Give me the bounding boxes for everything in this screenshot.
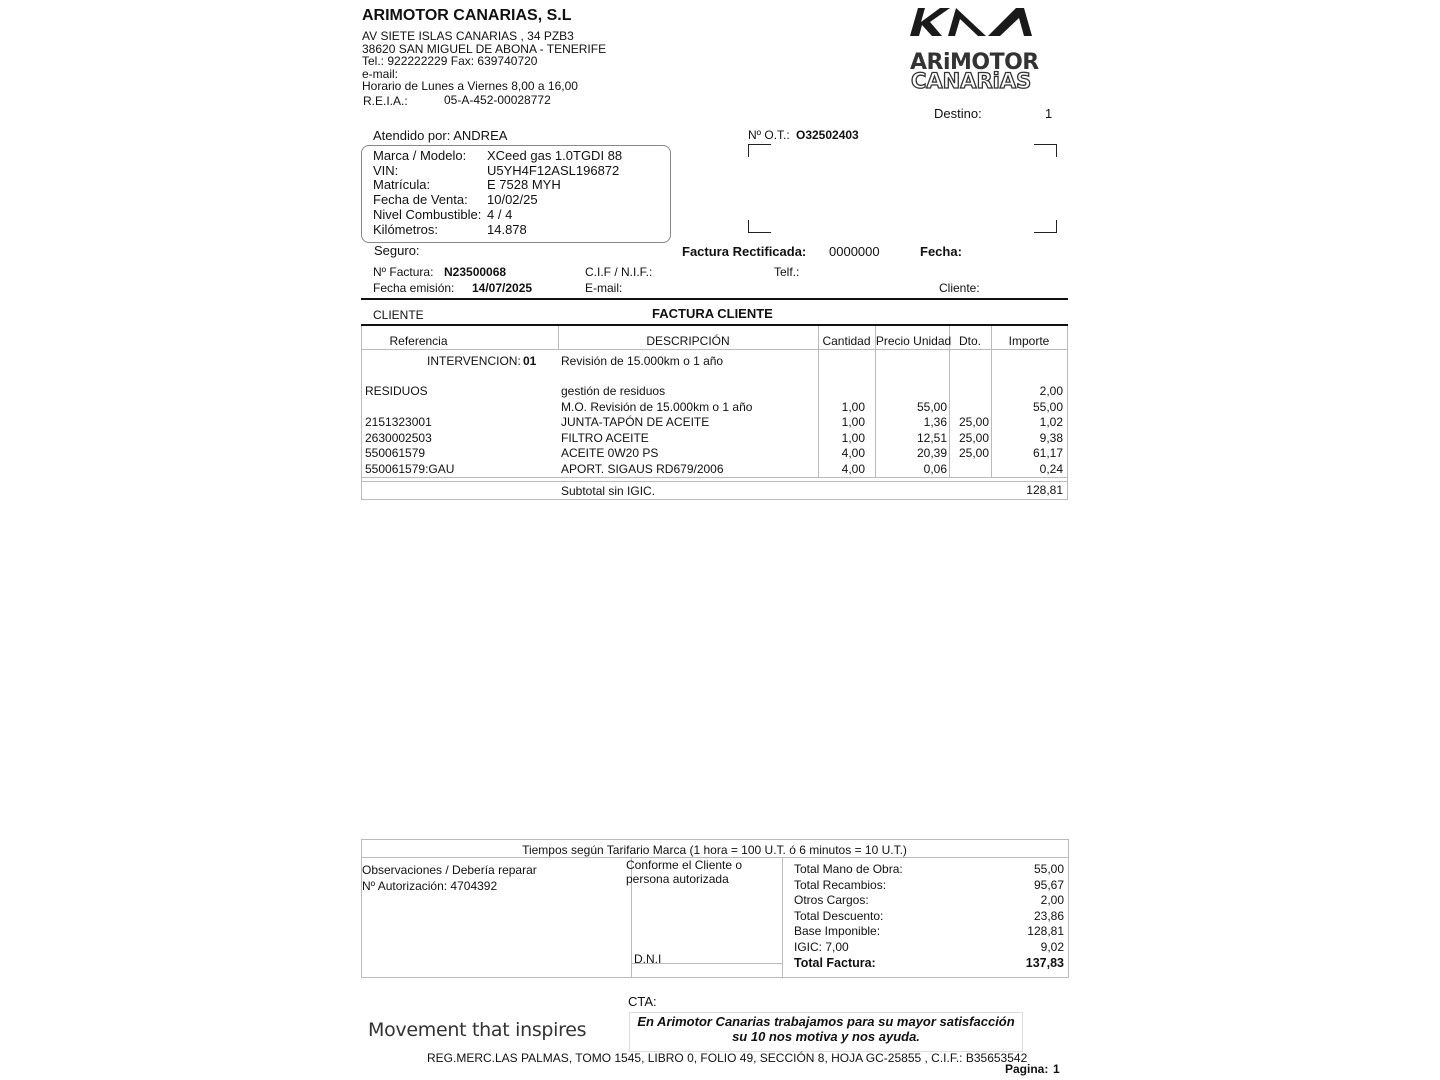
- table-body-bottom: [361, 477, 1068, 478]
- totals-row: [794, 878, 1064, 892]
- email-label: E-mail:: [585, 281, 623, 295]
- observaciones-label: Observaciones / Debería reparar: [362, 863, 537, 877]
- subtotal-top: [361, 481, 1068, 482]
- rectificada-label: Factura Rectificada:: [682, 244, 807, 259]
- col-header-unit-price: Precio Unidad: [875, 334, 952, 348]
- invoice-date-label: Fecha emisión:: [373, 281, 455, 295]
- vehicle-vin: U5YH4F12ASL196872: [487, 162, 620, 178]
- invoice-number: N23500068: [444, 265, 507, 279]
- item-discount: 25,00: [958, 430, 989, 445]
- conforme-line-1: Conforme el Cliente o: [626, 858, 743, 872]
- table-border-left: [361, 326, 362, 500]
- invoice-number-label: Nº Factura:: [373, 265, 434, 279]
- vehicle-label: Kilómetros:: [373, 221, 439, 237]
- window-corner-tr: [1034, 144, 1057, 157]
- item-quantity: 4,00: [841, 446, 865, 460]
- item-reference: RESIDUOS: [365, 384, 428, 398]
- totals-row: [794, 909, 1064, 923]
- vehicle-label: VIN:: [373, 162, 399, 178]
- totals-value: 55,00: [1033, 862, 1064, 876]
- table-col-divider: [818, 326, 819, 477]
- company-email: e-mail:: [362, 67, 399, 81]
- vehicle-labels: [373, 149, 481, 237]
- window-corner-br: [1034, 220, 1057, 233]
- seguro-label: Seguro:: [374, 243, 420, 258]
- item-reference: 550061579:GAU: [365, 461, 455, 476]
- item-unit-price: 20,39: [916, 446, 947, 460]
- table-col-divider: [949, 326, 950, 477]
- totals-value: 128,81: [1027, 924, 1064, 939]
- item-description: gestión de residuos: [561, 384, 666, 398]
- cta-label: CTA:: [628, 994, 657, 1009]
- client-bar-label: CLIENTE: [373, 308, 424, 322]
- item-amount: 0,24: [1039, 461, 1063, 476]
- subtotal-bottom: [361, 499, 1068, 500]
- totals-label: Otros Cargos:: [794, 893, 869, 908]
- invoice-date: 14/07/2025: [472, 281, 533, 295]
- intervention-number: 01: [523, 354, 537, 368]
- item-description: JUNTA-TAPÓN DE ACEITE: [561, 415, 710, 429]
- brand-slogan: Movement that inspires: [368, 1019, 587, 1041]
- totals-label: Total Recambios:: [794, 877, 887, 892]
- intervention-label: INTERVENCION:: [427, 354, 521, 368]
- footer-col-divider: [782, 857, 783, 977]
- col-header-description: DESCRIPCIÓN: [646, 334, 730, 348]
- company-address-1: AV SIETE ISLAS CANARIAS , 34 PZB3: [362, 29, 574, 43]
- totals-value: 95,67: [1033, 877, 1064, 892]
- col-header-quantity: Cantidad: [822, 334, 871, 348]
- subtotal-label: Subtotal sin IGIC.: [561, 484, 656, 498]
- cif-label: C.I.F / N.I.F.:: [585, 265, 653, 279]
- item-unit-price: 12,51: [916, 430, 947, 445]
- totals-row: [794, 893, 1064, 907]
- autorizacion-number: Nº Autorización: 4704392: [362, 879, 498, 893]
- table-col-divider: [991, 326, 992, 477]
- item-quantity: 4,00: [841, 461, 865, 476]
- reia-label: R.E.I.A.:: [363, 94, 408, 108]
- totals-row: [794, 940, 1064, 954]
- item-quantity: 1,00: [841, 399, 865, 414]
- motto-text: En Arimotor Canarias trabajamos para su mayor satisfacción su 10 nos motiva y nos ayuda.: [637, 1014, 1015, 1044]
- totals-label: Total Mano de Obra:: [794, 862, 903, 876]
- page-label: Pagina:: [1005, 1062, 1049, 1076]
- vehicle-label: Fecha de Venta:: [373, 192, 468, 208]
- item-amount: 61,17: [1032, 446, 1063, 460]
- item-quantity: 1,00: [841, 430, 865, 445]
- page-number: 1: [1053, 1062, 1060, 1076]
- item-unit-price: 55,00: [916, 399, 947, 414]
- document-title: FACTURA CLIENTE: [652, 306, 773, 321]
- totals-row: [794, 924, 1064, 938]
- item-description: M.O. Revisión de 15.000km o 1 año: [561, 399, 753, 414]
- table-header-line: [361, 349, 1068, 350]
- vehicle-sale-date: 10/02/25: [487, 192, 538, 208]
- subtotal-value: 128,81: [1026, 483, 1063, 497]
- col-header-discount: Dto.: [958, 334, 981, 348]
- totals-label: Base Imponible:: [794, 924, 881, 939]
- item-quantity: 1,00: [841, 415, 865, 429]
- company-name: ARIMOTOR CANARIAS, S.L: [362, 7, 572, 24]
- reia-value: 05-A-452-00028772: [444, 93, 551, 107]
- vehicle-model: XCeed gas 1.0TGDI 88: [487, 148, 623, 163]
- attended-by: Atendido por: ANDREA: [373, 128, 508, 143]
- vehicle-label: Marca / Modelo:: [373, 148, 467, 163]
- dni-label: D.N.I: [634, 952, 662, 966]
- company-phone: Tel.: 922222229 Fax: 639740720: [362, 54, 538, 68]
- item-reference: 2151323001: [365, 415, 432, 429]
- divider-bottom: [361, 324, 1068, 326]
- conforme-line-2: persona autorizada: [626, 872, 729, 886]
- ot-value: O32502403: [796, 128, 859, 142]
- vehicle-fuel-level: 4 / 4: [487, 206, 513, 222]
- item-amount: 2,00: [1039, 384, 1063, 398]
- item-reference: 550061579: [365, 446, 426, 460]
- ot-label: Nº O.T.:: [748, 128, 790, 142]
- tiempos-note: Tiempos según Tarifario Marca (1 hora = 100 U.T. ó 6 minutos = 10 U.T.): [522, 843, 907, 857]
- total-invoice-value: 137,83: [1025, 956, 1064, 970]
- totals-value: 23,86: [1033, 908, 1064, 923]
- table-col-divider: [875, 326, 876, 477]
- window-corner-tl: [748, 144, 771, 157]
- dealer-logo-line1: ARiMOTOR: [910, 50, 1039, 75]
- cliente-label: Cliente:: [939, 281, 980, 295]
- rectificada-date-label: Fecha:: [920, 244, 962, 259]
- item-unit-price: 0,06: [923, 461, 947, 476]
- item-amount: 1,02: [1039, 415, 1063, 429]
- col-header-reference: Referencia: [389, 334, 448, 348]
- item-reference: 2630002503: [365, 430, 432, 445]
- company-hours: Horario de Lunes a Viernes 8,00 a 16,00: [362, 79, 578, 93]
- window-corner-bl: [748, 220, 771, 233]
- totals-label: IGIC: 7,00: [794, 940, 849, 954]
- telf-label: Telf.:: [774, 265, 800, 279]
- col-header-amount: Importe: [1008, 334, 1050, 348]
- destino-label: Destino:: [934, 106, 982, 121]
- item-description: ACEITE 0W20 PS: [561, 446, 659, 460]
- totals-row: [794, 862, 1064, 876]
- item-amount: 9,38: [1039, 430, 1063, 445]
- item-description: APORT. SIGAUS RD679/2006: [561, 461, 724, 476]
- total-invoice-label: Total Factura:: [794, 956, 876, 970]
- vehicle-km: 14.878: [487, 221, 527, 237]
- item-unit-price: 1,36: [923, 415, 947, 429]
- vehicle-label: Nivel Combustible:: [373, 206, 482, 222]
- motto-box: [629, 1012, 1023, 1052]
- totals-value: 9,02: [1040, 940, 1064, 954]
- vehicle-values: [487, 149, 622, 237]
- total-invoice-row: [794, 956, 1064, 970]
- divider-top: [361, 298, 1068, 300]
- company-address-2: 38620 SAN MIGUEL DE ABONA - TENERIFE: [362, 42, 607, 56]
- destino-value: 1: [1045, 106, 1053, 121]
- item-description: FILTRO ACEITE: [561, 430, 649, 445]
- item-discount: 25,00: [958, 446, 989, 460]
- vehicle-label: Matrícula:: [373, 177, 431, 193]
- vehicle-plate: E 7528 MYH: [487, 177, 561, 193]
- dealer-logo-line2: CANARiAS: [911, 69, 1032, 93]
- item-discount: 25,00: [958, 415, 989, 429]
- rectificada-value: 0000000: [829, 244, 880, 259]
- item-amount: 55,00: [1032, 399, 1063, 414]
- totals-label: Total Descuento:: [794, 908, 884, 923]
- registry-line: REG.MERC.LAS PALMAS, TOMO 1545, LIBRO 0, FOLIO 49, SECCIÓN 8, HOJA GC-25855 , C.I.F.: B35653542: [427, 1051, 1028, 1065]
- intervention-description: Revisión de 15.000km o 1 año: [561, 354, 724, 368]
- kia-logo: [908, 6, 1032, 38]
- totals-value: 2,00: [1040, 893, 1064, 908]
- table-border-right: [1067, 326, 1068, 500]
